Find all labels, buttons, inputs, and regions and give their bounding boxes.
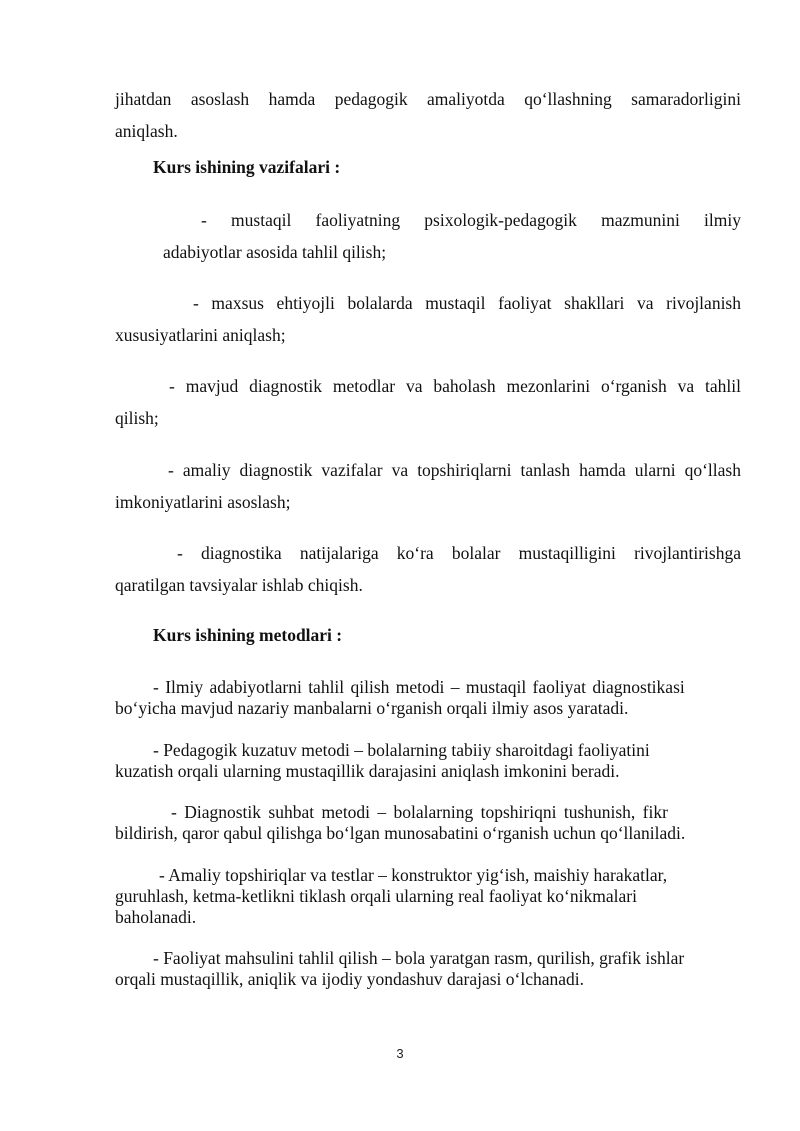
method-item-5-line-2: orqali mustaqillik, aniqlik va ijodiy yondashuv darajasi o‘lchanadi.	[115, 969, 584, 989]
method-item-5	[115, 948, 741, 990]
task-item-1-line-2: adabiyotlar asosida tahlil qilish;	[163, 242, 387, 262]
task-item-2	[115, 287, 741, 351]
task-item-1	[115, 204, 741, 268]
task-item-3	[115, 370, 741, 434]
method-item-3-line-1: - Diagnostik suhbat metodi – bolalarning topshiriqni tushunish, fikr	[171, 802, 668, 822]
method-item-1	[115, 677, 741, 719]
task-item-3-line-1: - mavjud diagnostik metodlar va baholash mezonlarini o‘rganish va tahlil	[169, 376, 741, 396]
methods-heading: Kurs ishining metodlari :	[153, 625, 343, 645]
method-item-2-line-1: - Pedagogik kuzatuv metodi – bolalarning tabiiy sharoitdagi faoliyatini	[153, 740, 650, 760]
method-item-2	[115, 740, 741, 782]
page-number: 3	[396, 1046, 404, 1061]
task-item-2-line-2: xususiyatlarini aniqlash;	[115, 325, 286, 345]
method-item-3	[115, 802, 741, 844]
task-item-3-line-2: qilish;	[115, 408, 159, 428]
task-item-4	[115, 454, 741, 518]
method-item-2-line-2: kuzatish orqali ularning mustaqillik darajasini aniqlash imkonini beradi.	[115, 761, 620, 781]
task-item-5	[115, 537, 741, 601]
intro-paragraph	[115, 83, 741, 147]
task-item-2-line-1: - maxsus ehtiyojli bolalarda mustaqil faoliyat shakllari va rivojlanish	[193, 293, 741, 313]
task-item-1-line-1: - mustaqil faoliyatning psixologik-pedagogik mazmunini ilmiy	[201, 210, 741, 230]
intro-line-2: aniqlash.	[115, 121, 178, 141]
method-item-4-line-3: baholanadi.	[115, 907, 197, 927]
method-item-4-line-2: guruhlash, ketma-ketlikni tiklash orqali ularning real faoliyat ko‘nikmalari	[115, 886, 637, 906]
task-item-5-line-1: - diagnostika natijalariga ko‘ra bolalar mustaqilligini rivojlantirishga	[177, 543, 741, 563]
method-item-1-line-1: - Ilmiy adabiyotlarni tahlil qilish metodi – mustaqil faoliyat diagnostikasi	[153, 677, 685, 697]
method-item-4-line-1: - Amaliy topshiriqlar va testlar – konstruktor yig‘ish, maishiy harakatlar,	[159, 865, 668, 885]
task-item-4-line-2: imkoniyatlarini asoslash;	[115, 492, 291, 512]
intro-line-1: jihatdan asoslash hamda pedagogik amaliyotda qo‘llashning samaradorligini	[115, 89, 741, 109]
method-item-3-line-2: bildirish, qaror qabul qilishga bo‘lgan munosabatini o‘rganish uchun qo‘llaniladi.	[115, 823, 686, 843]
task-item-4-line-1: - amaliy diagnostik vazifalar va topshiriqlarni tanlash hamda ularni qo‘llash	[168, 460, 741, 480]
method-item-4	[115, 865, 741, 928]
tasks-heading: Kurs ishining vazifalari :	[153, 157, 341, 177]
method-item-1-line-2: bo‘yicha mavjud nazariy manbalarni o‘rganish orqali ilmiy asos yaratadi.	[115, 698, 629, 718]
task-item-5-line-2: qaratilgan tavsiyalar ishlab chiqish.	[115, 575, 363, 595]
method-item-5-line-1: - Faoliyat mahsulini tahlil qilish – bola yaratgan rasm, qurilish, grafik ishlar	[153, 948, 685, 968]
